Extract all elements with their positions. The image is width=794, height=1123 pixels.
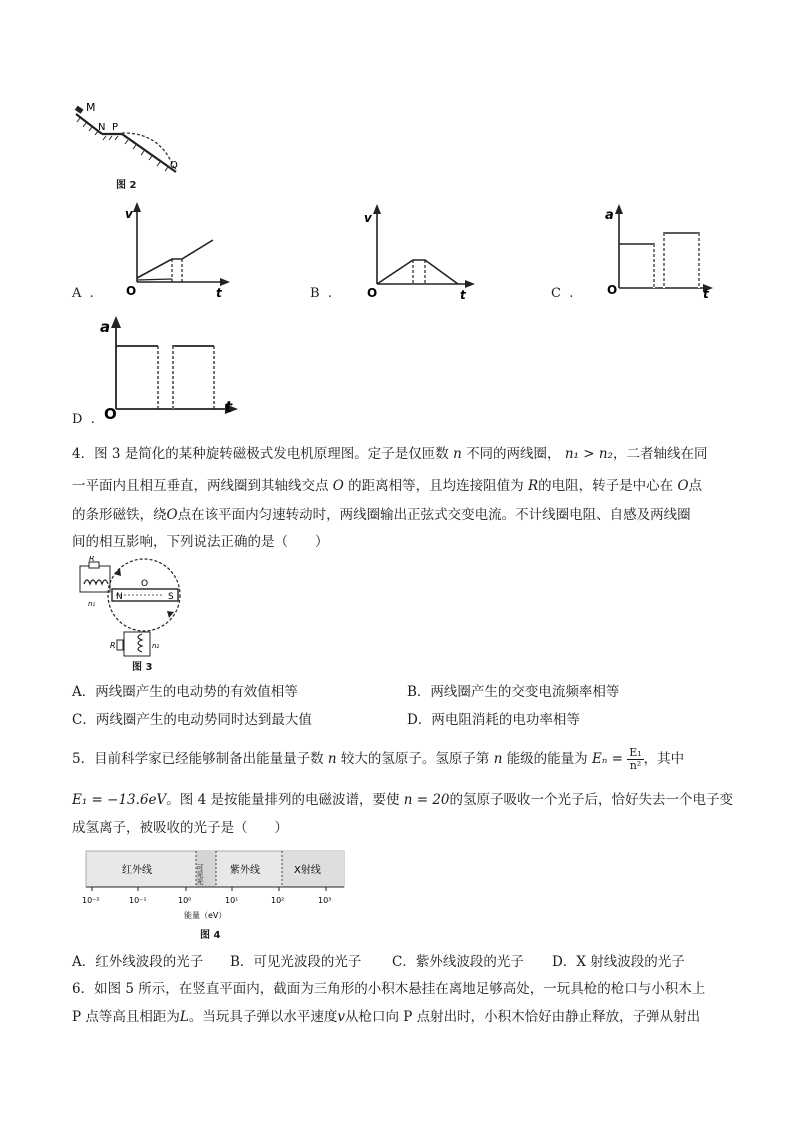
q4-line-3: 的条形磁铁，绕O点在该平面内匀速转动时，两线圈输出正弦式交变电流。不计线圈电阻、自感及两线圈 (72, 507, 691, 523)
q6-line-1: 6．如图 5 所示，在竖直平面内，截面为三角形的小积木悬挂在离地足够高处，一玩具枪的枪口与小积木上 (72, 981, 706, 997)
label-P: P (112, 122, 119, 133)
q5-line-1: 5．目前科学家已经能够制备出能量量子数 n 较大的氢原子。氢原子第 n 能级的能量为 Eₙ = $\frac{\text{E₁}}{\text{n²}}$ ，其中 (72, 746, 685, 772)
q4-option-A[interactable]: A．两线圈产生的电动势的有效值相等 (72, 684, 298, 700)
option-C-label[interactable]: C . (551, 286, 574, 301)
x-axis-label: t (703, 287, 709, 300)
label-R2: R (110, 641, 116, 650)
option-D-graph (92, 312, 242, 427)
q4-line-4: 间的相互影响，下列说法正确的是（ ） (72, 534, 329, 550)
q5-line-2: E₁ = −13.6eV。图 4 是按能量排列的电磁波谱，要使 n = 20的氢原子吸收一个光子后，恰好失去一个电子变 (72, 792, 734, 808)
tick-2: 10⁰ (178, 896, 192, 905)
q4-option-C[interactable]: C．两线圈产生的电动势同时达到最大值 (72, 712, 312, 728)
q5-option-C[interactable]: C．紫外线波段的光子 (392, 954, 524, 970)
origin-label: O (607, 283, 618, 297)
q4-line-1: 4．图 3 是简化的某种旋转磁极式发电机原理图。定子是仅匝数 n 不同的两线圈， n₁ > n₂，二者轴线在同 (72, 446, 708, 462)
band-uv: 紫外线 (230, 865, 260, 876)
label-n1: n₁ (88, 600, 96, 608)
figure-4 (78, 850, 360, 940)
tick-0: 10⁻² (82, 896, 100, 905)
x-axis-label: t (460, 288, 466, 302)
label-O: O (141, 579, 149, 589)
label-n2: n₂ (152, 642, 160, 650)
figure-3-diagram (76, 556, 196, 674)
label-Q: Q (170, 160, 178, 171)
figure-3 (76, 556, 196, 674)
q4-option-D[interactable]: D．两电阻消耗的电功率相等 (407, 712, 580, 728)
tick-4: 10² (271, 896, 285, 905)
x-axis-label: t (216, 286, 222, 300)
tick-1: 10⁻¹ (129, 896, 147, 905)
q5-option-B[interactable]: B．可见光波段的光子 (230, 954, 362, 970)
q4-line-2: 一平面内且相互垂直，两线圈到其轴线交点 O 的距离相等，且均连接阻值为 R的电阻，转子是中心在 O点 (72, 478, 703, 494)
option-A-graph (112, 200, 232, 300)
option-B-label[interactable]: B . (310, 286, 332, 301)
tick-5: 10³ (318, 896, 332, 905)
option-B-graph (355, 202, 475, 302)
label-M: M (86, 101, 96, 114)
pole-N: N (116, 592, 123, 602)
y-axis-label: v (125, 207, 133, 221)
label-N: N (98, 122, 106, 133)
label-R1: R (89, 556, 95, 563)
q4-option-B[interactable]: B．两线圈产生的交变电流频率相等 (407, 684, 620, 700)
figure-2 (72, 98, 192, 193)
energy-fraction: $\frac{\text{E₁}}{\text{n²}}$ (629, 746, 642, 772)
x-axis-label: t (225, 398, 233, 416)
band-xray: X射线 (294, 865, 321, 876)
q6-line-2: P 点等高且相距为L。当玩具子弹以水平速度v从枪口向 P 点射出时，小积木恰好由静止释放，子弹从射出 (72, 1009, 701, 1025)
y-axis-label: v (364, 211, 372, 225)
band-visible: 可见光 (196, 864, 204, 885)
origin-label: O (367, 286, 378, 300)
y-axis-label: a (605, 208, 614, 223)
figure-2-caption: 图 2 (116, 180, 137, 191)
option-C-graph (597, 200, 717, 300)
band-infrared: 红外线 (122, 865, 152, 876)
q5-option-A[interactable]: A．红外线波段的光子 (72, 954, 204, 970)
option-D-label[interactable]: D . (72, 412, 95, 427)
figure-4-caption: 图 4 (200, 930, 221, 941)
pole-S: S (168, 592, 174, 602)
q5-line-3: 成氢离子，被吸收的光子是（ ） (72, 820, 288, 836)
origin-label: O (104, 405, 117, 423)
q5-option-D[interactable]: D．X 射线波段的光子 (552, 954, 685, 970)
y-axis-label: a (100, 318, 111, 336)
figure-3-caption: 图 3 (132, 662, 153, 673)
option-A-label[interactable]: A . (72, 286, 94, 301)
tick-3: 10¹ (225, 896, 239, 905)
axis-label: 能量（eV） (184, 911, 227, 920)
block-icon (75, 106, 84, 114)
origin-label: O (126, 284, 137, 298)
